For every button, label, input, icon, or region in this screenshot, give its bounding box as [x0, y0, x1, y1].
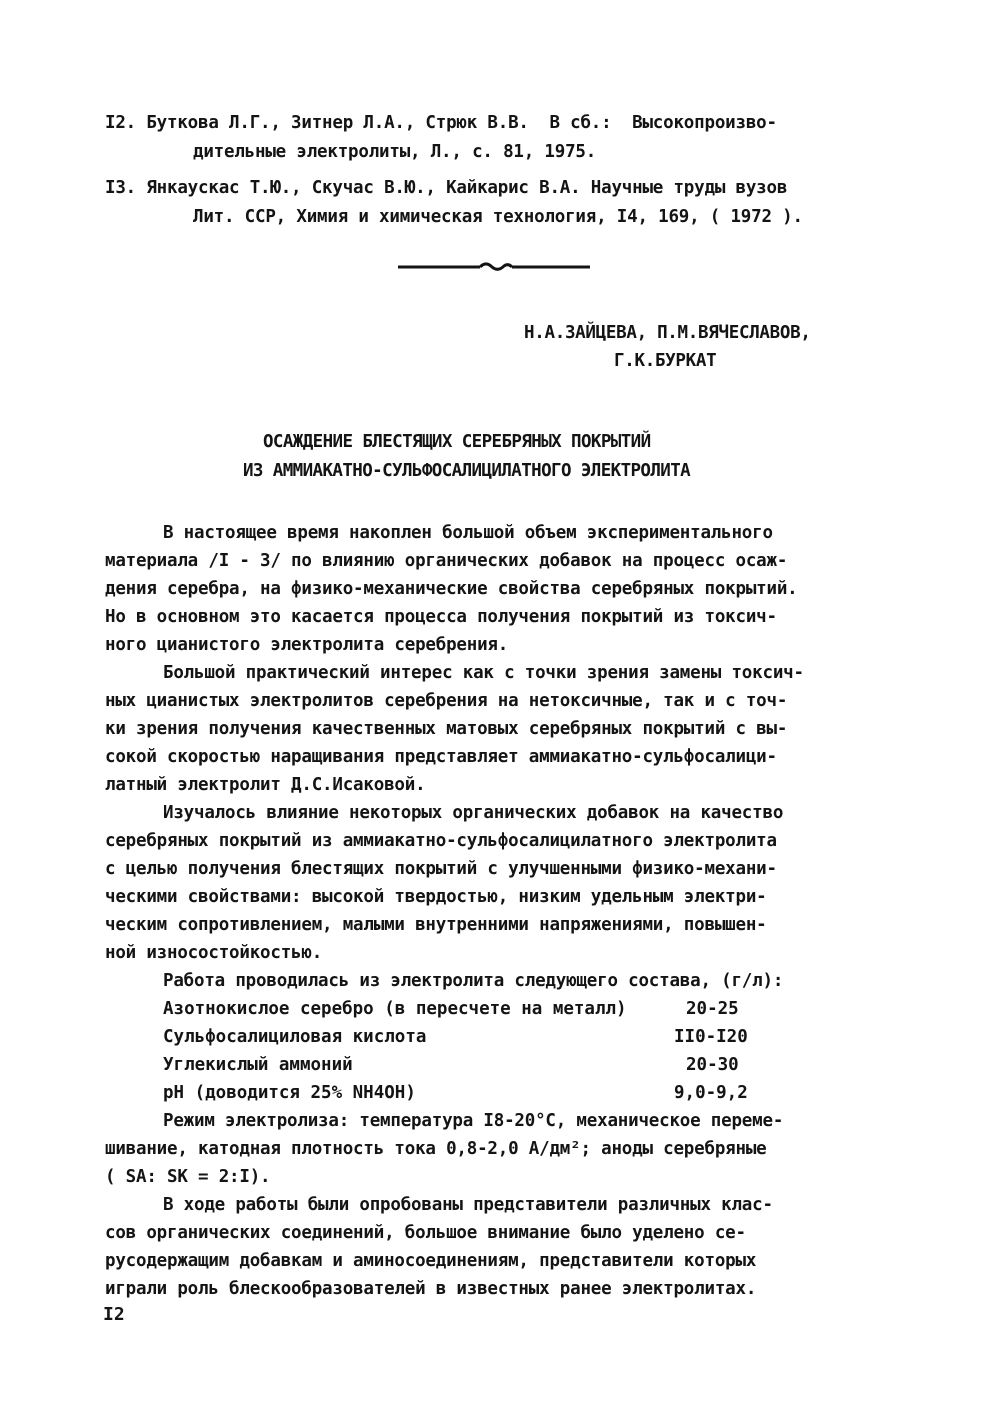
body-line: ной износостойкостью. [105, 943, 323, 963]
composition-value: II0-I20 [674, 1027, 748, 1047]
composition-component: Азотнокислое серебро (в пересчете на металл) [163, 999, 627, 1019]
body-line: ( SA: SK = 2:I). [105, 1167, 271, 1187]
composition-component: pH (доводится 25% NH4OH) [163, 1083, 416, 1103]
body-line: ческим сопротивлением, малыми внутренними напряжениями, повышен- [105, 915, 767, 935]
body-line: материала /I - 3/ по влиянию органических добавок на процесс осаж- [105, 551, 788, 571]
body-line: Режим электролиза: температура I8-20°C, механическое переме- [163, 1111, 784, 1131]
reference-13-line2: Лит. ССР, Химия и химическая технология, I4, 169, ( 1972 ). [193, 207, 803, 227]
article-title-line1: ОСАЖДЕНИЕ БЛЕСТЯЩИХ СЕРЕБРЯНЫХ ПОКРЫТИЙ [263, 432, 651, 452]
body-line: В ходе работы были опробованы представители различных клас- [163, 1195, 773, 1215]
body-line: Изучалось влияние некоторых органических добавок на качество [163, 803, 784, 823]
body-line: ческими свойствами: высокой твердостью, низким удельным электри- [105, 887, 767, 907]
reference-13-line1: I3. Янкаускас Т.Ю., Скучас В.Ю., Кайкарис В.А. Научные труды вузов [105, 178, 788, 198]
body-line: с целью получения блестящих покрытий с улучшенными физико-механи- [105, 859, 777, 879]
reference-12-line1: I2. Буткова Л.Г., Зитнер Л.А., Стрюк В.В. В сб.: Высокопроизво- [105, 113, 777, 133]
reference-12-line2: дительные электролиты, Л., с. 81, 1975. [193, 142, 597, 162]
body-line: Большой практический интерес как с точки зрения замены токсич- [163, 663, 804, 683]
body-line: В настоящее время накоплен большой объем экспериментального [163, 523, 773, 543]
body-line: русодержащим добавкам и аминосоединениям, представители которых [105, 1251, 757, 1271]
body-line: ных цианистых электролитов серебрения на нетоксичные, так и с точ- [105, 691, 788, 711]
body-line: дения серебра, на физико-механические свойства серебряных покрытий. [105, 579, 798, 599]
section-divider-icon [398, 258, 592, 274]
body-line: сокой скоростью наращивания представляет аммиакатно-сульфосалици- [105, 747, 777, 767]
body-line: Но в основном это касается процесса получения покрытий из токсич- [105, 607, 777, 627]
page-number: I2 [103, 1304, 125, 1325]
body-line: сов органических соединений, большое внимание было уделено се- [105, 1223, 746, 1243]
composition-value: 20-25 [686, 999, 739, 1019]
composition-component: Сульфосалициловая кислота [163, 1027, 427, 1047]
composition-value: 9,0-9,2 [674, 1083, 748, 1103]
body-line: шивание, катодная плотность тока 0,8-2,0 А/дм²; аноды серебряные [105, 1139, 767, 1159]
article-title-line2: ИЗ АММИАКАТНО-СУЛЬФОСАЛИЦИЛАТНОГО ЭЛЕКТРОЛИТА [243, 461, 691, 481]
composition-component: Углекислый аммоний [163, 1055, 353, 1075]
authors-line1: Н.А.ЗАЙЦЕВА, П.М.ВЯЧЕСЛАВОВ, [524, 323, 811, 343]
composition-value: 20-30 [686, 1055, 739, 1075]
body-line: ки зрения получения качественных матовых серебряных покрытий с вы- [105, 719, 788, 739]
body-line: играли роль блескообразователей в известных ранее электролитах. [105, 1279, 757, 1299]
body-line: серебряных покрытий из аммиакатно-сульфосалицилатного электролита [105, 831, 777, 851]
body-line: латный электролит Д.С.Исаковой. [105, 775, 426, 795]
authors-line2: Г.К.БУРКАТ [614, 351, 717, 371]
body-line: ного цианистого электролита серебрения. [105, 635, 509, 655]
body-line: Работа проводилась из электролита следующего состава, (г/л): [163, 971, 784, 991]
